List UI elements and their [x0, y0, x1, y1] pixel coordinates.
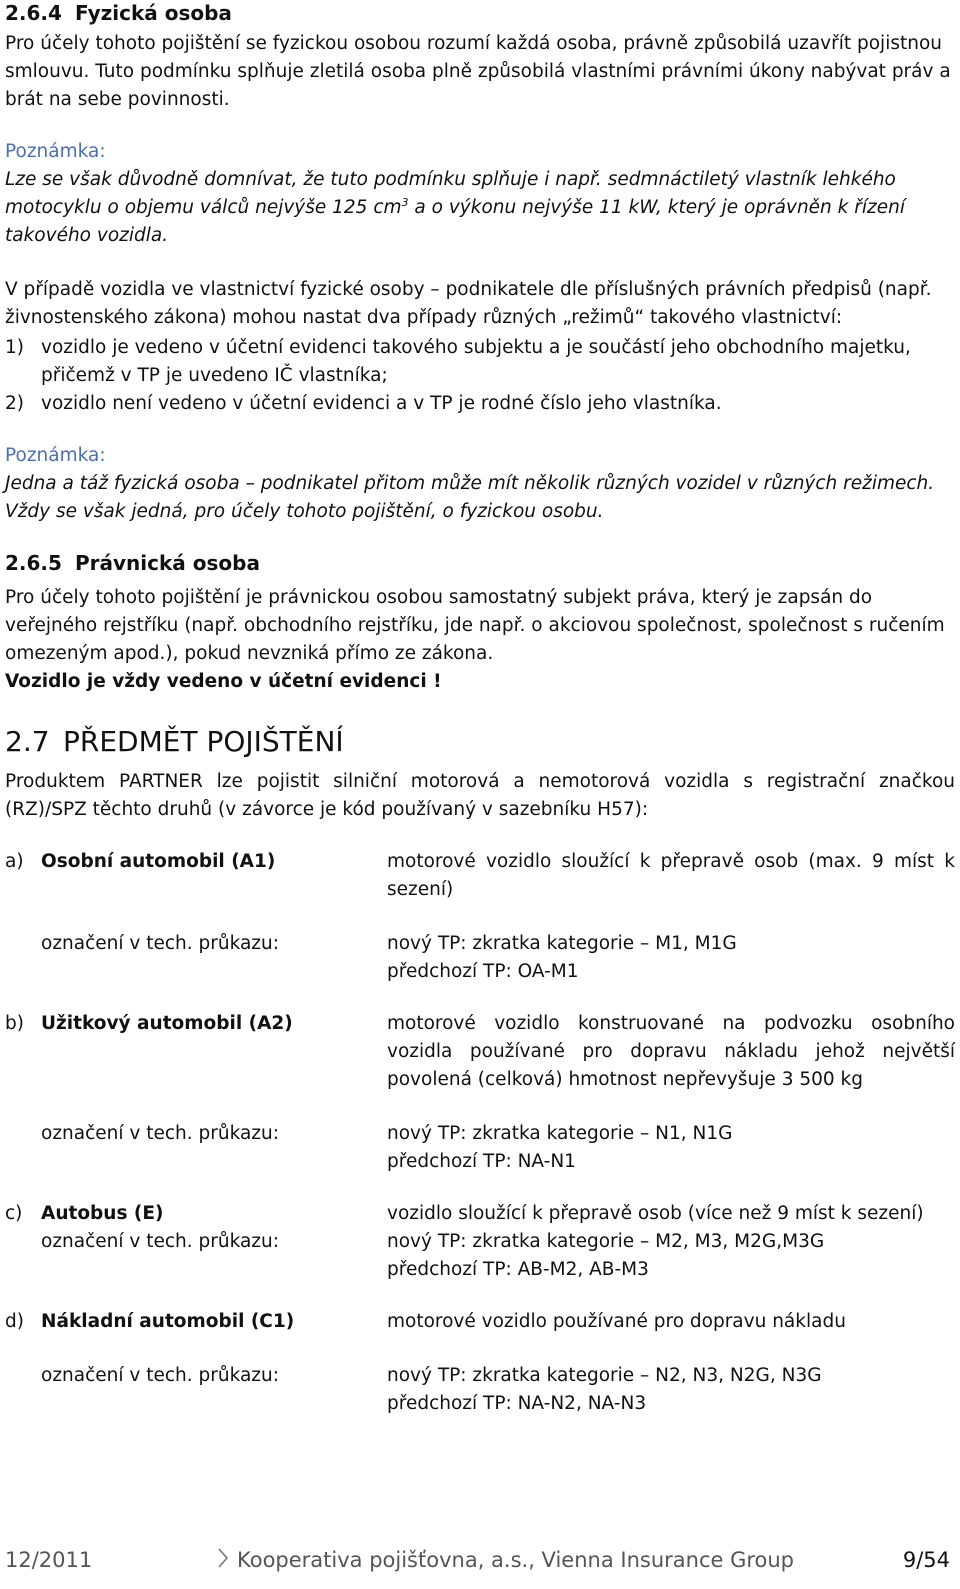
vehicle-tp-row	[5, 1120, 955, 1176]
note-text-part-1: Lze se však důvodně domnívat, že tuto podmínku splňuje i např. sedmnáctiletý vlastník lehkého motocyklu o objemu válců nejvýše 125 cm	[5, 169, 896, 218]
new-tp: nový TP: zkratka kategorie – N2, N3, N2G, N3G	[387, 1365, 822, 1386]
paragraph-legal-person-definition: Pro účely tohoto pojištění je právnickou osobou samostatný subjekt práva, který je zapsán do veřejného rejstříku (např. obchodního rejstříku, jde např. o akciovou společnost, společnost s ručením omezeným apod.), pokud nevzniká přímo ze zákona.	[5, 587, 945, 664]
section-heading-2-6-4	[5, 0, 955, 26]
old-tp: předchozí TP: OA-M1	[387, 961, 579, 982]
footer-company: Kooperativa pojišťovna, a.s., Vienna Insurance Group	[237, 1548, 795, 1572]
page-footer	[5, 1542, 950, 1578]
footer-page-number: 9/54	[902, 1548, 950, 1572]
vehicle-row	[5, 848, 955, 904]
note-text-part-2: a o výkonu nejvýše 11 kW, který je oprávněn k řízení takového vozidla.	[5, 197, 905, 246]
superscript-3: 3	[401, 195, 409, 209]
footer-date: 12/2011	[5, 1548, 93, 1572]
tp-values	[387, 930, 955, 986]
tp-label: označení v tech. průkazu:	[41, 1123, 279, 1144]
list-item-number: 1)	[5, 337, 24, 358]
tp-values	[387, 1228, 955, 1284]
bold-statement-accounting: Vozidlo je vždy vedeno v účetní evidenci !	[5, 671, 442, 692]
note-text-regimes	[5, 470, 955, 526]
tp-label: označení v tech. průkazu:	[41, 1365, 279, 1386]
paragraph-entrepreneur-regimes: V případě vozidla ve vlastnictví fyzické osoby – podnikatele dle příslušných právních předpisů (např. živnostenského zákona) mohou nastat dva případy různých „režimů“ takového vlastnictví:	[5, 279, 932, 328]
note-italic-text: Jedna a táž fyzická osoba – podnikatel přitom může mít několik různých vozidel v různých režimech.	[5, 473, 935, 494]
list-item-number: 2)	[5, 393, 24, 414]
new-tp: nový TP: zkratka kategorie – M2, M3, M2G,M3G	[387, 1231, 825, 1252]
vehicle-name: Užitkový automobil (A2)	[41, 1013, 293, 1034]
paragraph-natural-person-definition: Pro účely tohoto pojištění se fyzickou osobou rozumí každá osoba, právně způsobilá uzavřít pojistnou smlouvu. Tuto podmínku splňuje zletilá osoba plně způsobilá vlastními právními úkony nabývat práv a brát na sebe povinnosti.	[5, 33, 951, 110]
vehicle-row	[5, 1200, 955, 1228]
vehicle-row	[5, 1308, 955, 1336]
new-tp: nový TP: zkratka kategorie – N1, N1G	[387, 1123, 733, 1144]
vehicle-letter: b)	[5, 1013, 24, 1034]
note-plain-text: Vždy se však jedná, pro účely tohoto pojištění, o fyzickou osobu.	[5, 501, 604, 522]
vehicle-description: motorové vozidlo používané pro dopravu nákladu	[387, 1311, 846, 1332]
list-item-text: vozidlo není vedeno v účetní evidenci a v TP je rodné číslo jeho vlastníka.	[41, 393, 722, 414]
chapter-heading-2-7	[5, 724, 955, 760]
vehicle-description: motorové vozidlo sloužící k přepravě osob (max. 9 míst k sezení)	[387, 851, 955, 900]
note-label: Poznámka:	[5, 445, 106, 466]
chapter-title: PŘEDMĚT POJIŠTĚNÍ	[63, 725, 344, 758]
section-number: 2.6.4	[5, 1, 62, 25]
chapter-number: 2.7	[5, 725, 50, 758]
section-title: Fyzická osoba	[75, 1, 232, 25]
list-item	[5, 334, 955, 390]
vehicle-tp-row	[5, 1228, 955, 1284]
vehicle-name: Nákladní automobil (C1)	[41, 1311, 295, 1332]
vehicle-row	[5, 1010, 955, 1094]
section-heading-2-6-5	[5, 550, 955, 576]
vehicle-tp-row	[5, 1362, 955, 1418]
section-number: 2.6.5	[5, 551, 62, 575]
vehicle-letter: d)	[5, 1311, 24, 1332]
section-title: Právnická osoba	[75, 551, 260, 575]
tp-label: označení v tech. průkazu:	[41, 933, 279, 954]
document-page	[5, 0, 955, 1418]
new-tp: nový TP: zkratka kategorie – M1, M1G	[387, 933, 737, 954]
old-tp: předchozí TP: NA-N2, NA-N3	[387, 1393, 647, 1414]
vehicle-tp-row	[5, 930, 955, 986]
old-tp: předchozí TP: NA-N1	[387, 1151, 576, 1172]
old-tp: předchozí TP: AB-M2, AB-M3	[387, 1259, 649, 1280]
chevron-right-icon	[217, 1547, 237, 1574]
vehicle-entry-b	[5, 1010, 955, 1176]
regime-list	[5, 334, 955, 418]
vehicle-entry-a	[5, 848, 955, 986]
list-item	[5, 390, 955, 418]
note-label: Poznámka:	[5, 141, 106, 162]
vehicle-letter: a)	[5, 851, 24, 872]
vehicle-entry-c	[5, 1200, 955, 1284]
list-item-text: vozidlo je vedeno v účetní evidenci takového subjektu a je součástí jeho obchodního majetku, přičemž v TP je uvedeno IČ vlastníka;	[41, 337, 911, 386]
vehicle-entry-d	[5, 1308, 955, 1418]
paragraph-product-intro: Produktem PARTNER lze pojistit silniční motorová a nemotorová vozidla s registrační značkou (RZ)/SPZ těchto druhů (v závorce je kód používaný v sazebníku H57):	[5, 771, 955, 820]
note-text-motorcycle	[5, 166, 955, 250]
vehicle-name: Autobus (E)	[41, 1203, 164, 1224]
tp-values	[387, 1120, 955, 1176]
vehicle-description: vozidlo sloužící k přepravě osob (více než 9 míst k sezení)	[387, 1203, 924, 1224]
vehicle-name: Osobní automobil (A1)	[41, 851, 276, 872]
vehicle-letter: c)	[5, 1203, 23, 1224]
vehicle-description: motorové vozidlo konstruované na podvozku osobního vozidla používané pro dopravu nákladu jehož největší povolená (celková) hmotnost nepřevyšuje 3 500 kg	[387, 1013, 955, 1090]
tp-label: označení v tech. průkazu:	[41, 1231, 279, 1252]
tp-values	[387, 1362, 955, 1418]
